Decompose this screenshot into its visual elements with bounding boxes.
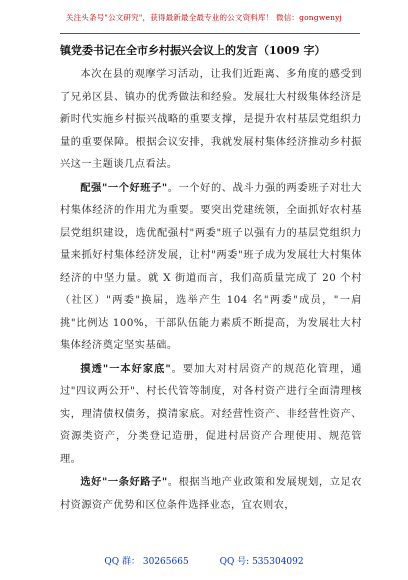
section-heading-3: 选好"一条好路子": [80, 476, 168, 488]
document-title: 镇党委书记在全市乡村振兴会议上的发言（1009 字）: [60, 44, 326, 57]
intro-paragraph: 本次在县的观摩学习活动，让我们近距离、多角度的感受到了兄弟区县、镇办的优秀做法和经验。发展壮大村级集体经济是新时代实施乡村振兴战略的重要支撑，是提升农村基层党组织力量的重要保障。根据会议安排，我就发展村集体经济推动乡村振兴这一主题谈几点看法。: [60, 69, 362, 170]
section-heading-1: 配强"一个好班子": [80, 181, 168, 194]
footer-qq-group: QQ 群： 30265665: [104, 557, 189, 567]
header-banner: 关注头条号"公文研究"，获得最新最全最专业的公文资料库！ 微信：gongwenyj: [65, 13, 343, 22]
footer-contact: [0, 554, 408, 567]
section-text-2: 。要加大对村居资产的规范化管理，通过"四议两公开"、村长代管等制度，对各村资产进行全面清理核实，理清债权债务，摸清家底。对经营性资产、非经营性资产、资源类资产，分类登记造册，促进村居资产合理使用、规范管理。: [60, 363, 362, 465]
section-paragraph-1: [60, 177, 362, 358]
header-divider: [60, 33, 360, 34]
document-body: [60, 64, 362, 517]
section-heading-2: 摸透"一本好家底": [80, 362, 172, 375]
section-text-3: 。根据当地产业政策和发展规划，立足农村资源资产优势和区位条件选择业态，宜农则农，: [60, 477, 362, 511]
section-paragraph-3: [60, 471, 362, 517]
section-text-1: 。一个好的、战斗力强的两委班子对壮大村集体经济的作用尤为重要。要突出党建统领，全面抓好农村基层党组织建设，选优配强村"两委"班子以强有力的基层党组织力量来抓好村集体经济发展，让村"两委"班子成为发展壮大村集体经济的中坚力量。就 X 街道而言，我们高质量完成了 20 个村（社区）"两委"换届，选举产生 104 名"两委"成员，"一肩挑"比例达 100%，干部队伍能力素质不断提高，为发展壮大村集体经济奠定坚实基础。: [60, 182, 362, 351]
footer-qq-number: QQ 号: 535304092: [219, 557, 304, 567]
section-paragraph-2: [60, 358, 362, 472]
